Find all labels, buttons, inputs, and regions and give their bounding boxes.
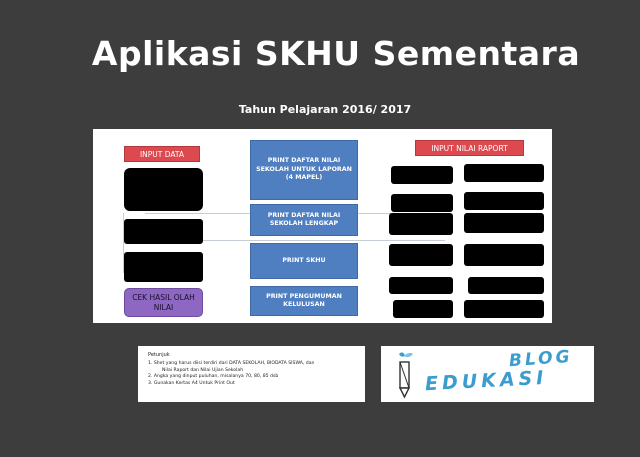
redacted-button[interactable]	[389, 244, 453, 266]
instruction-item: 1. Shet yang harus diisi terdiri dari DATA SEKOLAH, BIODATA SISWA, dan	[148, 361, 315, 366]
redacted-button[interactable]	[464, 164, 544, 182]
print-daftar-nilai-laporan-button[interactable]: PRINT DAFTAR NILAI SEKOLAH UNTUK LAPORAN (4 MAPEL)	[250, 140, 358, 200]
redacted-button[interactable]	[468, 277, 544, 294]
input-nilai-raport-label: INPUT NILAI RAPORT	[415, 140, 524, 156]
page-title: Aplikasi SKHU Sementara	[91, 34, 581, 73]
redacted-button[interactable]	[391, 194, 453, 212]
blog-edukasi-logo	[381, 346, 594, 402]
logo-text-edukasi: EDUKASI	[424, 366, 548, 396]
instructions-box	[138, 346, 365, 402]
instruction-item: 2. Angka yang dinput puluhan, misalanya 70, 80, 85 dsb	[148, 374, 279, 380]
redacted-button[interactable]	[389, 213, 453, 235]
redacted-button[interactable]	[389, 277, 453, 294]
input-data-label: INPUT DATA	[124, 146, 200, 162]
instruction-item: Nilai Raport dan Nilai Ujian Sekolah	[162, 367, 244, 373]
logo-text-blog: BLOG	[508, 346, 574, 372]
redacted-button[interactable]	[464, 244, 544, 266]
redacted-button[interactable]	[124, 168, 203, 211]
instructions-heading: Petunjuk	[148, 352, 170, 358]
print-pengumuman-kelulusan-button[interactable]: PRINT PENGUMUMAN KELULUSAN	[250, 286, 358, 316]
pencil-icon	[391, 350, 425, 400]
redacted-button[interactable]	[464, 300, 544, 318]
redacted-button[interactable]	[464, 192, 544, 210]
print-skhu-button[interactable]: PRINT SKHU	[250, 243, 358, 279]
page-subtitle: Tahun Pelajaran 2016/ 2017	[238, 103, 412, 116]
instructions-list	[148, 361, 359, 388]
app-screenshot-panel	[93, 129, 552, 323]
redacted-button[interactable]	[124, 219, 203, 244]
instruction-item: 3. Gunakan Kertas A4 Untuk Print Out	[148, 380, 235, 386]
redacted-button[interactable]	[393, 300, 453, 318]
cek-hasil-olah-nilai-button[interactable]: CEK HASIL OLAH NILAI	[124, 288, 203, 317]
redacted-button[interactable]	[124, 252, 203, 282]
redacted-button[interactable]	[464, 213, 544, 233]
redacted-button[interactable]	[391, 166, 453, 184]
print-daftar-nilai-lengkap-button[interactable]: PRINT DAFTAR NILAI SEKOLAH LENGKAP	[250, 204, 358, 236]
